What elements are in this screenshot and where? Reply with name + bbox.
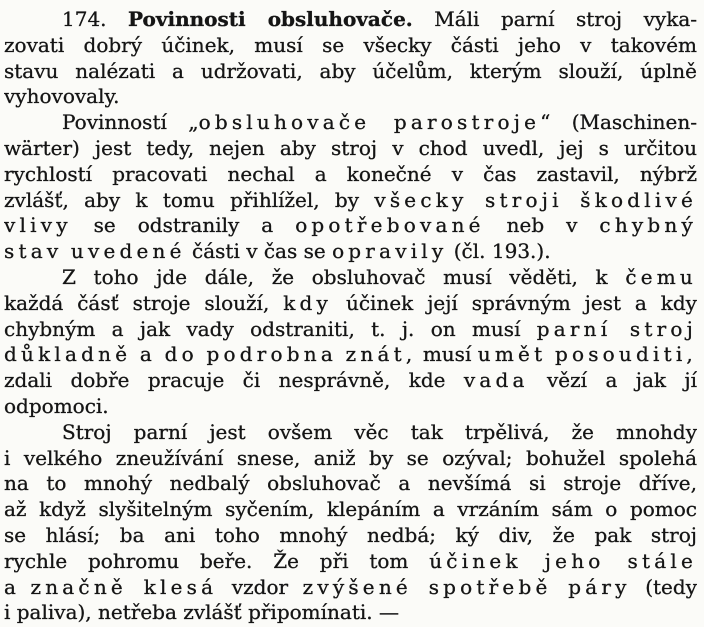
- emphasis-run: opravily: [332, 239, 448, 264]
- text-run: wärter) jest tedy, nejen aby stroj v chod uvedl, jej s určitou: [4, 135, 697, 160]
- emphasis-run: opotřebované: [295, 213, 485, 238]
- text-run: rychlostí pracovati nechal a konečné v čas zastavil, nýbrž: [4, 161, 697, 186]
- text-run: vězí a jak jí: [528, 368, 697, 393]
- emphasis-run: obsluhovače parostroje: [198, 110, 541, 135]
- emphasis-run: zvýšené spotřebě páry: [302, 574, 631, 599]
- emphasis-run: vlivy: [4, 213, 72, 238]
- text-run: zvlášť, aby k tomu přihlížel, by: [4, 187, 375, 212]
- text-line: [4, 317, 697, 343]
- emphasis-run: všecky stroji škodlivé: [374, 187, 697, 212]
- text-line: [4, 523, 697, 549]
- text-run: (tedy: [630, 574, 697, 599]
- text-line: [4, 59, 697, 85]
- text-run: Máli parní stroj vyka-: [412, 7, 697, 31]
- emphasis-run: značně klesá: [30, 574, 218, 599]
- text-run: rychle pohromu beře. Že při tom: [4, 548, 430, 573]
- text-run: účinek její správným jest a kdy: [332, 290, 697, 315]
- text-run: stavu nalézati a udržovati, aby účelům, kterým slouží, úplně: [4, 58, 697, 83]
- emphasis-run: důkladně a do podrobna znát,: [4, 342, 417, 367]
- text-line: [4, 600, 697, 626]
- section-number: 174.: [62, 7, 129, 31]
- text-run: Z toho jde dále, že obsluhovač musí věděti, k: [62, 264, 626, 289]
- emphasis-run: kdy: [283, 290, 333, 315]
- text-run: každá čásť stroje slouží,: [4, 290, 284, 315]
- text-line: [4, 265, 697, 291]
- text-line: [4, 471, 697, 497]
- emphasis-run: parní stroj: [536, 316, 697, 341]
- text-line: [4, 110, 697, 136]
- emphasis-run: čemu: [625, 264, 697, 289]
- text-line: [4, 136, 697, 162]
- section-heading: Povinnosti obsluhovače.: [128, 7, 413, 31]
- text-run: vzdor: [217, 574, 303, 599]
- paragraph: [4, 110, 697, 265]
- text-run: se odstranily a: [71, 213, 296, 238]
- emphasis-run: stav uvedené: [4, 239, 186, 264]
- text-run: chybným a jak vady odstraniti, t. j. on musí: [4, 316, 537, 341]
- text-run: vyhovovaly.: [4, 84, 120, 109]
- text-run: (čl. 193.).: [447, 239, 551, 264]
- text-line: [4, 162, 697, 188]
- paragraph: [4, 7, 697, 110]
- text-run: musí: [416, 342, 478, 367]
- emphasis-run: účinek jeho stále: [429, 548, 697, 573]
- text-run: části v čas se: [185, 239, 333, 264]
- text-run: až když slyšitelným syčením, klepáním a vrzáním sám o pomoc: [4, 497, 697, 522]
- text-line: [4, 33, 697, 59]
- text-line: [4, 497, 697, 523]
- text-run: i paliva), netřeba zvlášť připomínati. —: [4, 600, 399, 625]
- text-line: [4, 368, 697, 394]
- text-line: [4, 549, 697, 575]
- text-run: zdali dobře pracuje či nesprávně, kde: [4, 368, 464, 393]
- emphasis-run: umět posouditi,: [477, 342, 697, 367]
- text-line: [4, 394, 697, 420]
- text-line: [4, 575, 697, 601]
- text-run: odpomoci.: [4, 393, 109, 418]
- text-run: neb v: [484, 213, 600, 238]
- text-line: [4, 342, 697, 368]
- emphasis-run: chybný: [599, 213, 697, 238]
- text-run: i velkého zneužívání snese, aniž by se ozýval; bohužel spolehá: [4, 445, 697, 470]
- text-run: na to mnohý nedbalý obsluhovač a nevšímá si stroje dříve,: [4, 471, 697, 496]
- text-line: [4, 7, 697, 33]
- text-run: se hlásí; ba ani toho mnohý nedbá; ký div, že pak stroj: [4, 522, 697, 547]
- text-run: Stroj parní jest ovšem věc tak trpělivá, že mnohdy: [62, 419, 697, 444]
- text-line: [4, 188, 697, 214]
- text-run: a: [4, 574, 31, 599]
- emphasis-run: vada: [463, 368, 529, 393]
- text-line: [4, 291, 697, 317]
- text-line: [4, 420, 697, 446]
- paragraph: [4, 265, 697, 420]
- text-run: “ (Maschinen-: [540, 110, 697, 135]
- paragraph: [4, 420, 697, 626]
- text-line: [4, 446, 697, 472]
- text-run: Povinností „: [62, 110, 199, 135]
- text-line: [4, 213, 697, 239]
- text-run: zovati dobrý účinek, musí se všecky části jeho v takovém: [4, 32, 697, 57]
- text-line: [4, 84, 697, 110]
- text-line: [4, 239, 697, 265]
